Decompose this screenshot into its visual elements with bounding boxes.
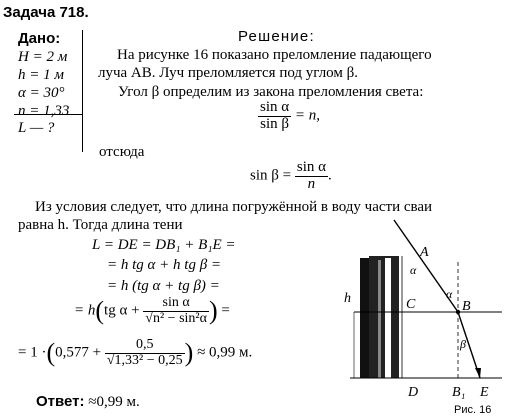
pile-body (369, 256, 399, 378)
label-E: E (480, 385, 489, 400)
given-vertical-rule (82, 30, 83, 152)
pile-highlight (385, 258, 391, 378)
fraction-numerator: sin α (143, 296, 209, 312)
solution-text-line: равна h. Тогда длина тени (18, 217, 183, 233)
equation-line: = h tg α + h tg β = (107, 257, 222, 273)
solution-text-line: Угол β определим из закона преломления света: (118, 84, 424, 100)
paren-open: ( (46, 338, 56, 368)
fraction-denominator: n (307, 175, 316, 192)
label-alpha-top: α (410, 263, 417, 277)
label-C: C (406, 297, 416, 312)
label-beta: β (460, 337, 466, 351)
label-h: h (344, 291, 351, 306)
fraction-numerator: sin α (296, 159, 326, 175)
formula-end: . (327, 167, 332, 184)
given-divider (14, 114, 82, 115)
equation-prefix: = h (74, 302, 96, 319)
pile-left-edge (360, 258, 369, 378)
ray-arrow (475, 368, 481, 378)
answer-label: Ответ: (36, 393, 85, 410)
equation-line-numeric (18, 338, 252, 368)
solution-text-line: луча AB. Луч преломляется под углом β. (98, 65, 359, 81)
solution-text-line: На рисунке 16 показано преломление падающего (117, 47, 432, 63)
equation-line: L = DE = DB₁ + B₁E = (92, 237, 236, 253)
label-B: B (462, 299, 471, 314)
paren-open: ( (95, 296, 105, 326)
given-line: h = 1 м (18, 67, 64, 83)
figure-caption: Рис. 16 (454, 404, 492, 416)
equation-line: = h (tg α + tg β) = (107, 278, 220, 294)
formula-lhs: sin β = (250, 167, 292, 184)
point-B (456, 310, 460, 314)
label-A: A (420, 245, 429, 260)
given-header: Дано: (18, 30, 61, 47)
pile-shade (378, 260, 381, 378)
fraction-numerator: sin α (260, 99, 290, 115)
equation-postfix: ≈ 0,99 м. (197, 344, 253, 361)
label-alpha-bottom: α (446, 287, 453, 301)
given-line: α = 30° (18, 85, 65, 101)
fraction-denominator: √n² − sin²α (145, 310, 207, 326)
label-B1: B₁ (452, 385, 466, 400)
find-line: L — ? (18, 120, 55, 136)
refraction-figure (340, 200, 508, 420)
problem-title: Задача 718. (3, 4, 89, 21)
solution-text-line: Из условия следует, что длина погружённой в воду части сваи (35, 199, 433, 215)
equation-term: tg α + (104, 302, 140, 319)
solution-header: Решение: (238, 28, 315, 45)
equation-line-fraction (74, 296, 230, 326)
sin-beta-formula (250, 160, 332, 193)
answer-line (36, 393, 140, 411)
formula-rhs: = n, (294, 107, 320, 124)
given-line: H = 2 м (18, 49, 68, 65)
label-D: D (408, 385, 419, 400)
fraction-numerator: 0,5 (105, 338, 185, 354)
given-block (18, 30, 69, 120)
equation-prefix: = 1 · (18, 344, 47, 361)
fraction-denominator: sin β (260, 115, 289, 132)
given-line: n = 1,33 (18, 103, 70, 119)
snell-law-formula (258, 100, 320, 133)
paren-close: ) (184, 338, 194, 368)
equation-postfix: = (221, 302, 230, 319)
equation-term: 0,577 + (55, 344, 102, 361)
answer-value: ≈0,99 м. (88, 394, 140, 410)
hence-word: отсюда (99, 144, 145, 160)
paren-close: ) (208, 296, 218, 326)
fraction-denominator: √1,33² − 0,25 (106, 352, 183, 368)
